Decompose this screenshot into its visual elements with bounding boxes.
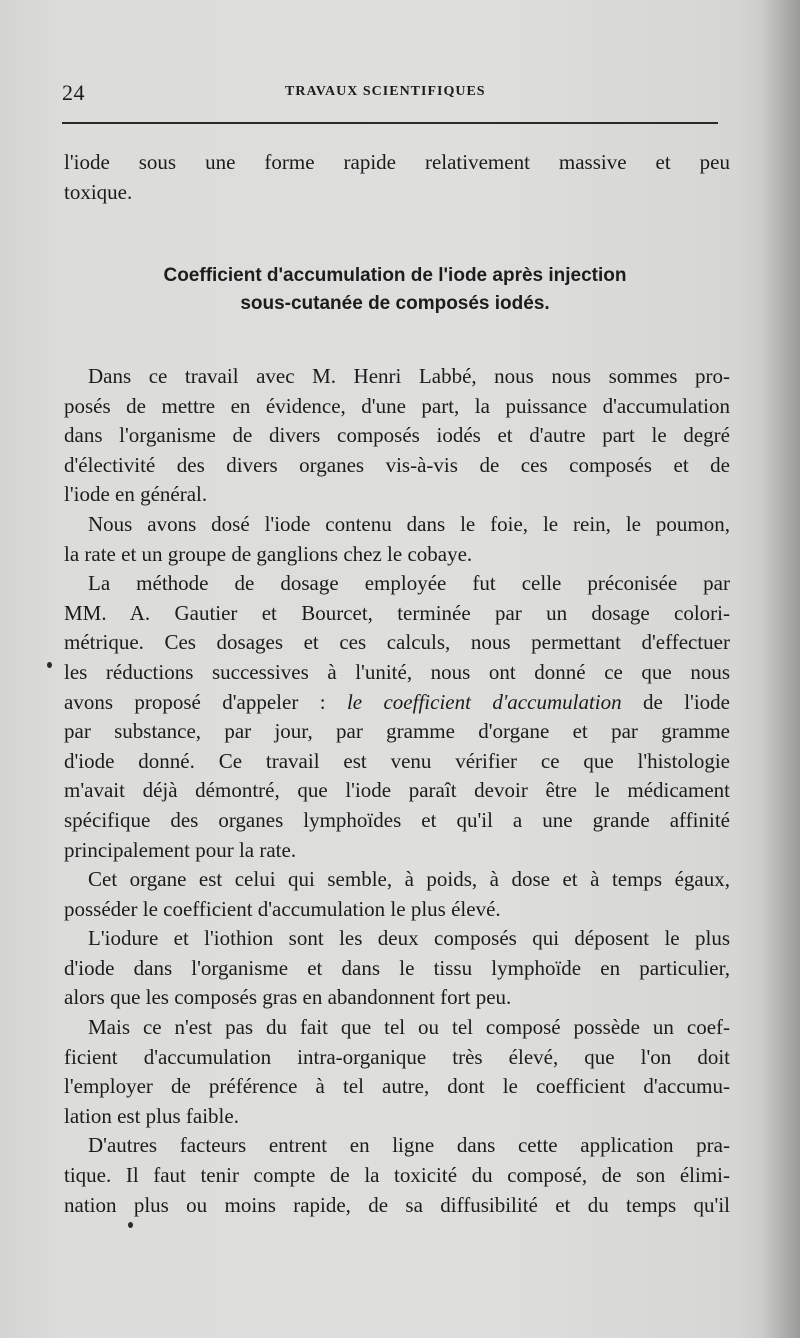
- text-line: par substance, par jour, par gramme d'organe et par gramme: [64, 719, 730, 744]
- text-line: dans l'organisme de divers composés iodés et d'autre part le degré: [64, 423, 730, 448]
- text-line: l'iode en général.: [64, 482, 208, 507]
- text-line: m'avait déjà démontré, que l'iode paraît devoir être le médicament: [64, 778, 730, 803]
- text-line: spécifique des organes lymphoïdes et qu'il a une grande affinité: [64, 807, 730, 832]
- section-heading-line: sous-cutanée de composés iodés.: [240, 293, 550, 314]
- text-line: l'employer de préférence à tel autre, dont le coefficient d'accumu-: [64, 1074, 730, 1099]
- text-line: L'iodure et l'iothion sont les deux composés qui déposent le plus: [88, 926, 730, 951]
- text-line: nation plus ou moins rapide, de sa diffusibilité et du temps qu'il: [64, 1192, 730, 1217]
- page-edge-shadow: [762, 0, 800, 1338]
- text-line: D'autres facteurs entrent en ligne dans cette application pra-: [88, 1133, 730, 1158]
- text-line: MM. A. Gautier et Bourcet, terminée par un dosage colori-: [64, 600, 730, 625]
- page-number: 24: [62, 80, 85, 105]
- text-line-part: avons proposé d'appeler :: [64, 689, 347, 714]
- text-line: La méthode de dosage employée fut celle préconisée par: [88, 571, 730, 596]
- intro-paragraph: [64, 148, 730, 207]
- text-line: Dans ce travail avec M. Henri Labbé, nous nous sommes pro-: [88, 364, 730, 388]
- italic-term: le coefficient d'accumulation: [346, 689, 622, 714]
- text-line: Nous avons dosé l'iode contenu dans le foie, le rein, le poumon,: [88, 511, 730, 536]
- ink-speck: [47, 662, 52, 668]
- running-head: TRAVAUX SCIENTIFIQUES: [285, 84, 486, 99]
- text-line: la rate et un groupe de ganglions chez le cobaye.: [64, 541, 473, 566]
- text-line: ficient d'accumulation intra-organique très élevé, que l'on doit: [64, 1044, 730, 1069]
- text-line: tique. Il faut tenir compte de la toxicité du composé, de son élimi-: [64, 1163, 730, 1188]
- text-line: d'iode dans l'organisme et dans le tissu lymphoïde en particulier,: [64, 955, 730, 980]
- text-line: posés de mettre en évidence, d'une part, la puissance d'accumulation: [64, 393, 730, 418]
- text-line: posséder le coefficient d'accumulation le plus élevé.: [64, 896, 501, 921]
- section-heading: [60, 262, 730, 318]
- text-line: Cet organe est celui qui semble, à poids, à dose et à temps égaux,: [88, 867, 730, 892]
- section-body: [64, 362, 730, 1220]
- text-line: Mais ce n'est pas du fait que tel ou tel composé possède un coef-: [88, 1015, 730, 1040]
- text-line: lation est plus faible.: [64, 1103, 239, 1128]
- section-heading-line: Coefficient d'accumulation de l'iode après injection: [163, 265, 627, 286]
- text-line: alors que les composés gras en abandonnent fort peu.: [64, 985, 512, 1010]
- text-line: [64, 688, 730, 718]
- text-line-part: de l'iode: [621, 689, 730, 714]
- text-line: l'iode sous une forme rapide relativement massive et peu: [64, 150, 730, 174]
- text-line: d'électivité des divers organes vis-à-vis de ces composés et de: [64, 452, 730, 477]
- ink-speck: [128, 1222, 133, 1228]
- text-line: d'iode donné. Ce travail est venu vérifier ce que l'histologie: [64, 748, 730, 773]
- text-line: toxique.: [64, 179, 133, 204]
- header-rule: [62, 122, 718, 124]
- text-line: les réductions successives à l'unité, nous ont donné ce que nous: [64, 659, 730, 684]
- text-line: métrique. Ces dosages et ces calculs, nous permettant d'effectuer: [64, 630, 730, 655]
- text-line: principalement pour la rate.: [64, 837, 297, 862]
